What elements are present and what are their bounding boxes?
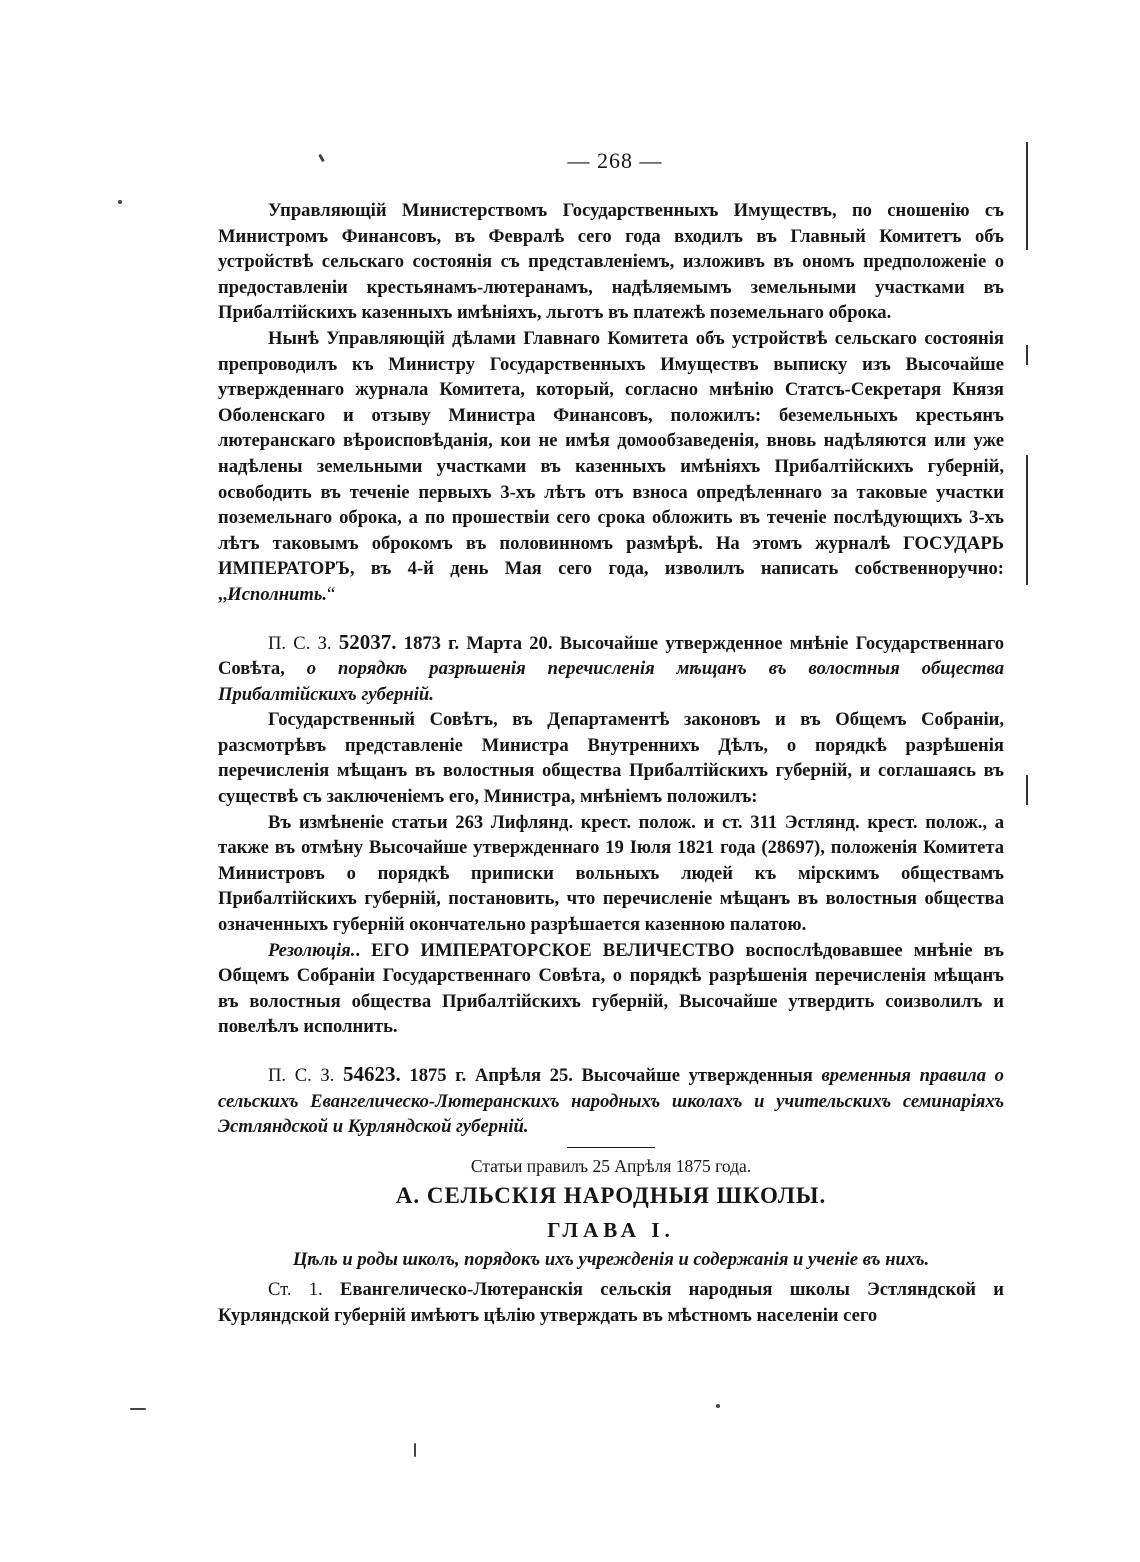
resolution-label: Резолюція. bbox=[268, 939, 356, 961]
paragraph: Въ измѣненіе статьи 263 Лифлянд. крест. полож. и ст. 311 Эстлянд. крест. полож., а также въ отмѣну Высочайше утвержденнаго 19 Іюля 1821 года (28697), положенія Комитета Министровъ о порядкѣ приписки вольныхъ людей къ мірскимъ обществамъ Прибалтійскихъ губерній, постановить, что перечисленіе мѣщанъ въ волостныя общества означенныхъ губерній окончательно разрѣшается казенною палатою. bbox=[218, 811, 1004, 936]
chapter-title: Цѣль и роды школъ, порядокъ ихъ учрежденія и содержанія и ученіе въ нихъ. bbox=[292, 1249, 930, 1271]
scan-speck bbox=[716, 1404, 720, 1408]
margin-rule bbox=[1026, 345, 1028, 365]
law-title: временныя правила о сельскихъ Евангелическо-Лютеранскихъ народныхъ школахъ и учительскихъ семинаріяхъ Эстляндской и Курляндской губерній. bbox=[218, 1065, 1004, 1138]
article-label: Ст. 1. bbox=[268, 1278, 323, 1300]
law-number: 54623. bbox=[343, 1062, 401, 1086]
chapter-heading: ГЛАВА I. bbox=[547, 1218, 675, 1243]
sub-heading: Статьи правилъ 25 Апрѣля 1875 года. bbox=[470, 1155, 752, 1176]
paragraph: Нынѣ Управляющій дѣлами Главнаго Комитета объ устройствѣ сельскаго состоянія препроводилъ къ Министру Государственныхъ Имуществъ выписку изъ Высочайше утвержденнаго журнала Комитета, который, согласно мнѣнію Статсъ-Секретаря Князя Оболенскаго и отзыву Министра Финансовъ, положилъ: беземельныхъ крестьянъ лютеранскаго вѣроисповѣданія, кои не имѣя домообзаведенія, вновь надѣляются или уже надѣлены земельными участками въ казенныхъ имѣніяхъ Прибалтійскихъ губерній, освободить въ теченіе первыхъ 3-хъ лѣтъ отъ взноса опредѣленнаго за таковые участки поземельнаго оброка, а по прошествіи сего срока обложить въ теченіе послѣдующихъ 3-хъ лѣтъ таковымъ оброкомъ въ половинномъ размѣрѣ. На этомъ журналѣ ГОСУДАРЬ ИМПЕРАТОРЪ, въ 4-й день Мая сего года, изволилъ написать собственноручно: ,,Исполнить.“ bbox=[218, 327, 1004, 605]
section-heading: А. СЕЛЬСКІЯ НАРОДНЫЯ ШКОЛЫ. bbox=[395, 1183, 827, 1209]
law-number: 52037. bbox=[338, 629, 397, 654]
margin-rule bbox=[1026, 455, 1028, 585]
law-title: о порядкѣ разрѣшенія перечисленія мѣщанъ въ волостныя общества Прибалтійскихъ губерній. bbox=[218, 658, 1004, 705]
page-number: — 268 — bbox=[567, 148, 663, 173]
section-divider bbox=[567, 1147, 655, 1148]
law-reference: П. С. З. 54623. 1875 г. Апрѣля 25. Высочайше утвержденныя временныя правила о сельскихъ Евангелическо-Лютеранскихъ народныхъ школахъ и учительскихъ семинаріяхъ Эстляндской и Курляндской губерній. bbox=[218, 1062, 1004, 1138]
law-reference: П. С. З. 52037. 1873 г. Марта 20. Высочайше утвержденное мнѣніе Государственнаго Совѣта, о порядкѣ разрѣшенія перечисленія мѣщанъ въ волостныя общества Прибалтійскихъ губерній. bbox=[218, 629, 1004, 705]
article-paragraph: Ст. 1. Евангелическо-Лютеранскія сельскія народныя школы Эстляндской и Курляндской губерній имѣютъ цѣлію утверждать въ мѣстномъ населеніи сего bbox=[218, 1278, 1004, 1326]
scan-speck bbox=[118, 200, 122, 204]
margin-rule bbox=[1026, 142, 1028, 250]
scan-speck bbox=[414, 1443, 416, 1457]
paragraph: Управляющій Министерствомъ Государственныхъ Имуществъ, по сношенію съ Министромъ Финансовъ, въ Февралѣ сего года входилъ въ Главный Комитетъ объ устройствѣ сельскаго состоянія съ представленіемъ, изложивъ въ ономъ предположеніе о предоставленіи крестьянамъ-лютеранамъ, надѣляемымъ земельными участками въ Прибалтійскихъ казенныхъ имѣніяхъ, льготъ въ платежѣ поземельнаго оброка. bbox=[218, 200, 1004, 324]
quoted-resolution: Исполнить. bbox=[227, 583, 328, 605]
document-body bbox=[218, 198, 1004, 1328]
margin-rule bbox=[1026, 775, 1028, 805]
paragraph: Государственный Совѣтъ, въ Департаментѣ законовъ и въ Общемъ Собраніи, разсмотрѣвъ представленіе Министра Внутреннихъ Дѣлъ, о порядкѣ разрѣшенія перечисленія мѣщанъ въ волостныя общества Прибалтійскихъ губерній, и соглашаясь въ существѣ съ заключеніемъ его, Министра, мнѣніемъ положилъ: bbox=[218, 709, 1004, 808]
paragraph: Резолюція.. ЕГО ИМПЕРАТОРСКОЕ ВЕЛИЧЕСТВО воспослѣдовавшее мнѣніе въ Общемъ Собраніи Государственнаго Совѣта, о порядкѣ разрѣшенія перечисленія мѣщанъ въ волостныя общества Прибалтійскихъ губерній, Высочайше утвердить соизволилъ и повелѣлъ исполнить. bbox=[218, 939, 1004, 1038]
scan-speck bbox=[130, 1408, 146, 1410]
